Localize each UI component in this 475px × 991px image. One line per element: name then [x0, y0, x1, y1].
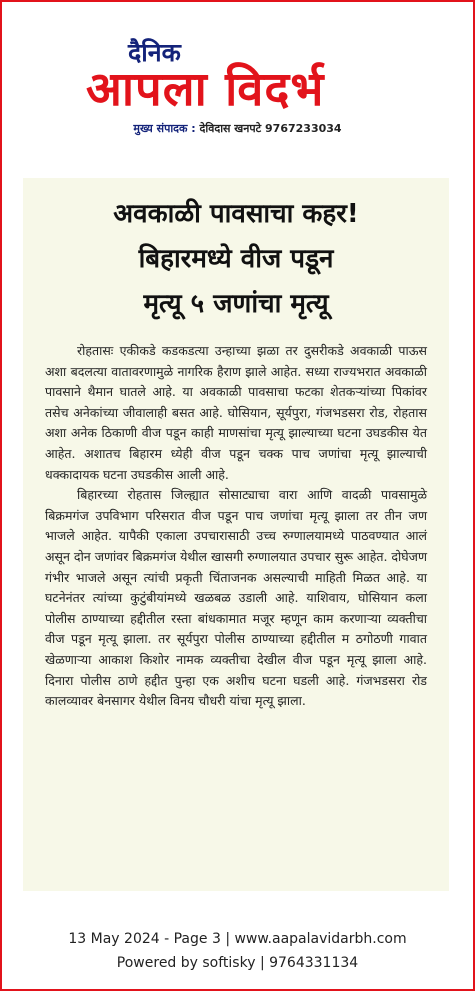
article-headline [23, 192, 449, 327]
editor-value: देविदास खनपटे 9767233034 [199, 122, 342, 135]
editor-line [0, 120, 475, 138]
masthead [0, 38, 475, 142]
article-paragraph-1: रोहतासः एकीकडे कडकडत्या उन्हाच्या झळा तर दुसरीकडे अवकाळी पाऊस अशा बदलत्या वातावरणामुळे नागरिक हैराण झाले आहेत. सध्या राज्यभरात अवकाळी पावसाने थैमान घातले आहे. या अवकाळी पावसाचा फटका शेतकऱ्यांच्या पिकांवर तसेच अनेकांच्या जीवालाही बसत आहे. घोसियान, सूर्यपुरा, गंजभडसरा रोड, रोहतास अशा अनेक ठिकाणी वीज पडून काही माणसांचा मृत्यू झाल्याच्या घटना उघडकीस येत आहेत. अशातच बिहारम ध्येही वीज पडून चक्क पाच जणांचा मृत्यू झाल्याची धक्कादायक घटना उघडकीस आली आहे. [45, 343, 427, 482]
masthead-title: आपला विदर्भ [86, 62, 325, 117]
footer-date-site: 13 May 2024 - Page 3 | www.aapalavidarbh.com [68, 931, 407, 947]
headline-line-3: मृत्यू ५ जणांचा मृत्यू [143, 289, 329, 319]
page-footer [0, 927, 475, 975]
headline-line-1: अवकाळी पावसाचा कहर! [113, 199, 359, 229]
article-paragraph-2: बिहारच्या रोहतास जिल्ह्यात सोसाट्याचा वारा आणि वादळी पावसामुळे बिक्रमगंज उपविभाग परिसरात वीज पडून पाच जणांचा मृत्यू झाला तर तीन जण भाजले आहेत. यापैकी एकाला उपचारासाठी उच्च रुग्णालयामध्ये पाठवण्यात आलं असून दोन जणांवर बिक्रमगंज येथील खासगी रुग्णालयात उपचार सुरू आहेत. दोघेजण गंभीर भाजले असून त्यांची प्रकृती चिंताजनक असल्याची माहिती मिळत आहे. या घटनेनंतर त्यांच्या कुटुंबीयांमध्ये खळबळ उडाली आहे. याशिवाय, घोसियान कला पोलीस ठाण्याच्या हद्दीतील रस्ता बांधकामात मजूर म्हणून काम करणाऱ्या व्यक्तीचा वीज पडून मृत्यू झाला. तर सूर्यपुरा पोलीस ठाण्याच्या हद्दीतील म ठगोठणी गावात खेळणाऱ्या आकाश किशोर नामक व्यक्तीचा देखील वीज पडून मृत्यू झाला आहे. दिनारा पोलीस ठाणे हद्दीत पुन्हा एक अशीच घटना घडली आहे. गंजभडसरा रोड कालव्यावर बेनसागर येथील विनय चौधरी यांचा मृत्यू झाला. [45, 487, 427, 709]
footer-powered-by: Powered by softisky | 9764331134 [116, 955, 359, 971]
article-body [45, 341, 427, 712]
editor-label: मुख्य संपादक : [133, 122, 196, 135]
article-box [23, 178, 449, 891]
masthead-daily-label: दैनिक [128, 38, 181, 67]
headline-line-2: बिहारमध्ये वीज पडून [138, 244, 334, 274]
